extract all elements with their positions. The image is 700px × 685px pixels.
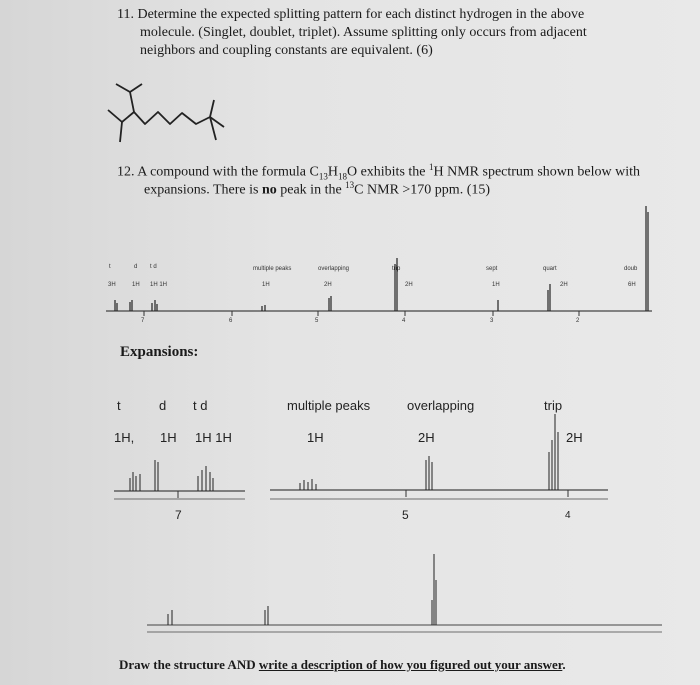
exp-label-trip: trip (544, 398, 563, 413)
spec-tick-5: 5 (315, 318, 319, 324)
spec-label-overlapping: overlapping (318, 266, 350, 272)
spec-tick-4: 4 (402, 318, 406, 324)
exp-tick-5: 5 (402, 508, 409, 522)
spec-int-1h: 1H (132, 282, 140, 288)
spec-tick-2: 2 (576, 318, 580, 324)
spec-tick-6: 6 (229, 318, 233, 324)
q11-line-3: neighbors and coupling constants are equivalent. (6) (140, 43, 433, 58)
exp-int-multiple: 1H (307, 430, 324, 445)
spec-label-d: d (134, 264, 138, 270)
spec-tick-3: 3 (490, 318, 494, 324)
spec-int-1h1h: 1H 1H (150, 282, 168, 288)
spec-label-trip: trip (392, 266, 401, 272)
exp-int-1: 1H, (114, 430, 135, 445)
exp-label-td: t d (193, 398, 208, 413)
exp-label-multiple: multiple peaks (287, 398, 371, 413)
spec-int-sept: 1H (492, 282, 500, 288)
spec-label-multiple: multiple peaks (253, 266, 292, 272)
q11-line-2: molecule. (Singlet, doublet, triplet). Assume splitting only occurs from adjacent (140, 25, 587, 40)
spec-int-doub: 6H (628, 282, 636, 288)
exp-int-overlapping: 2H (418, 430, 435, 445)
spec-int-quart: 2H (560, 282, 568, 288)
spec-label-sept: sept (486, 266, 498, 272)
exp-label-overlapping: overlapping (407, 398, 475, 413)
spec-int-3h: 3H (108, 282, 116, 288)
exp-tick-4: 4 (565, 510, 571, 521)
spec-label-doub: doub (624, 266, 638, 272)
exp-int-3: 1H 1H (195, 430, 232, 445)
exp-label-t: t (117, 398, 121, 413)
q11-line-1: 11. Determine the expected splitting pattern for each distinct hydrogen in the above (117, 7, 585, 22)
spec-label-td: t d (150, 264, 157, 270)
spec-label-quart: quart (543, 266, 557, 272)
spec-int-multiple: 1H (262, 282, 270, 288)
spec-tick-7: 7 (141, 318, 145, 324)
spec-int-overlapping: 2H (324, 282, 332, 288)
exp-tick-7: 7 (175, 508, 182, 522)
spec-label-t: t (109, 264, 111, 270)
q12-line-1: 12. A compound with the formula $C_{13}H_{18}O$ exhibits the $^1$H NMR spectrum shown below with (117, 162, 640, 182)
spec-int-trip: 2H (405, 282, 413, 288)
exp-int-trip: 2H (566, 430, 583, 445)
expansions-title: Expansions: (120, 344, 199, 360)
exp-int-2: 1H (160, 430, 177, 445)
q12-line-2: expansions. There is no peak in the $^{13}$C NMR >170 ppm. (15) (144, 180, 491, 198)
footer-instruction: Draw the structure AND write a description of how you figured out your answer. (119, 657, 566, 672)
exp-label-d: d (159, 398, 167, 413)
